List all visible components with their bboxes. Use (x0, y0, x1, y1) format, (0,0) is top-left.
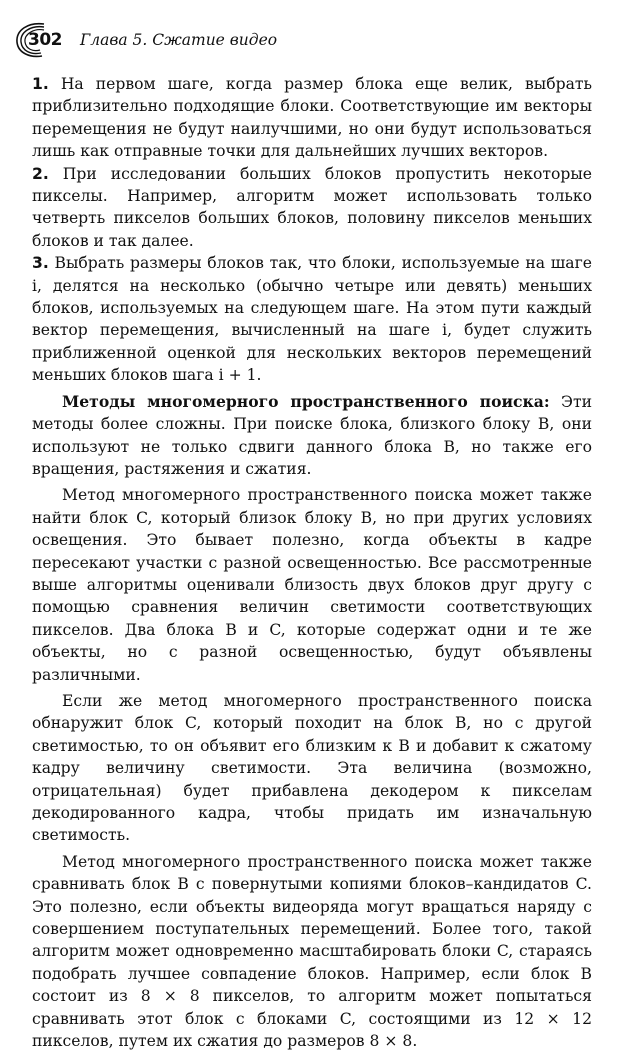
running-title: Глава 5. Сжатие видео (80, 31, 278, 49)
page-header (14, 20, 614, 60)
paragraph-rotation-scaling: Метод многомерного пространственного поиска может также сравнивать блок B с повернутыми копиями блоков–кандидатов C. Это полезно, если объекты видеоряда могут вращаться наряду с совершением поступательных перемещений. Более того, такой алгоритм может одновременно масштабировать блоки C, стараясь подобрать лучшее совпадение блоков. Например, если блок B состоит из 8 × 8 пикселов, то алгоритм может попытаться сравнивать этот блок с блоками C, состоящими из 12 × 12 пикселов, путем их сжатия до размеров 8 × 8. (32, 852, 592, 1051)
item-text: Выбрать размеры блоков так, что блоки, используемые на шаге i, делятся на несколько (обычно четыре или девять) меньших блоков, используемых на следующем шаге. На этом пути каждый вектор перемещения, вычисленный на шаге i, будет служить приближенной оценкой для нескольких векторов перемещений меньших блоков шага i + 1. (32, 254, 592, 385)
paragraph-multidimensional-search (32, 391, 592, 481)
item-number: 3. (32, 254, 49, 273)
paragraph-luminance: Если же метод многомерного пространственного поиска обнаружит блок C, который походит на блок B, но с другой светимостью, то он объявит его близким к B и добавит к сжатому кадру величину светимости. Эта величина (возможно, отрицательная) будет прибавлена декодером к пикселам декодированного кадра, чтобы придать им изначальную светимость. (32, 691, 592, 845)
paragraph-lead: Методы многомерного пространственного поиска: (62, 391, 550, 411)
page-body (32, 73, 592, 1052)
paragraph-lighting: Метод многомерного пространственного поиска может также найти блок C, который близок блоку B, но при других условиях освещения. Это бывает полезно, когда объекты в кадре пересекают участки с разной освещенностью. Все рассмотренные выше алгоритмы оценивали близость двух блоков друг другу с помощью сравнения величин светимости соответствующих пикселов. Два блока B и C, которые содержат одни и те же объекты, но с разной освещенностью, будут объявлены различными. (32, 486, 592, 684)
item-text: При исследовании больших блоков пропустить некоторые пикселы. Например, алгоритм может использовать только четверть пикселов больших блоков, половину пикселов меньших блоков и так далее. (32, 164, 592, 250)
list-item-3 (32, 252, 592, 386)
list-item-1 (32, 73, 592, 163)
item-number: 2. (32, 164, 49, 183)
item-number: 1. (32, 75, 49, 93)
list-item-2 (32, 163, 592, 253)
page-number-badge (14, 20, 60, 60)
paragraph-text: Эти методы более сложны. При поиске блока, близкого блоку B, они используют не только сдвиги данного блока B, но также его вращения, растяжения и сжатия. (32, 392, 592, 478)
item-text: На первом шаге, когда размер блока еще велик, выбрать приблизительно подходящие блоки. Соответствующие им векторы перемещения не будут наилучшими, но они будут использоваться лишь как отправные точки для дальнейших лучших векторов. (32, 75, 592, 161)
page-number: 302 (28, 30, 62, 50)
